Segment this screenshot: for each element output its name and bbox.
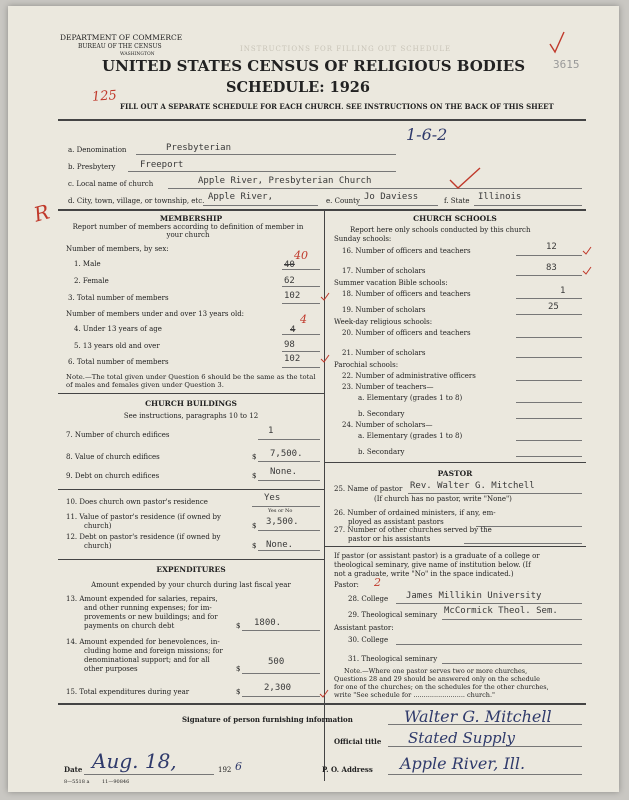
- buildings-sub: See instructions, paragraphs 10 to 12: [123, 412, 259, 420]
- pastor-red-mark: 2: [374, 576, 381, 589]
- expenditures-sub: Amount expended by your church during last fiscal year: [91, 581, 291, 589]
- q4-label: 4. Under 13 years of age: [74, 325, 162, 333]
- form-number: 3615: [553, 58, 580, 71]
- q9-value: None.: [270, 467, 298, 477]
- q14-label-4: other purposes: [84, 665, 138, 673]
- schedule-title: SCHEDULE: 1926: [226, 79, 370, 96]
- q1-value: 40: [284, 260, 295, 270]
- census-code: 1-6-2: [406, 125, 448, 144]
- year-suffix: 6: [235, 760, 242, 773]
- q7-label: 7. Number of church edifices: [66, 431, 170, 439]
- q10-value: Yes: [264, 493, 281, 503]
- q29-value: McCormick Theol. Sem.: [444, 606, 558, 616]
- q14-label: 14. Amount expended for benevolences, in-: [66, 638, 220, 646]
- red-number: 125: [91, 88, 118, 105]
- faded-back-text: INSTRUCTIONS FOR FILLING OUT SCHEDULE: [240, 45, 452, 53]
- state-value: Illinois: [478, 192, 522, 202]
- q25-label: 25. Name of pastor: [334, 485, 403, 493]
- buildings-title: CHURCH BUILDINGS: [145, 399, 237, 408]
- grad-text-1: If pastor (or assistant pastor) is a graduate of a college or: [334, 552, 540, 560]
- q23a-label: a. Elementary (grades 1 to 8): [358, 394, 463, 402]
- signature-label: Signature of person furnishing information: [182, 715, 353, 724]
- q6-label: 6. Total number of members: [68, 358, 169, 366]
- expenditures-title: EXPENDITURES: [156, 565, 226, 574]
- denomination-value: Presbyterian: [166, 143, 232, 153]
- q24a-label: a. Elementary (grades 1 to 8): [358, 432, 463, 440]
- q3-value: 102: [284, 291, 301, 301]
- presbytery-label: b. Presbytery: [68, 163, 116, 171]
- q15-label: 15. Total expenditures during year: [66, 688, 190, 696]
- q22-label: 22. Number of administrative officers: [342, 372, 476, 380]
- check-mark-icon: [320, 349, 330, 368]
- print-code: 11—90846: [102, 779, 130, 785]
- q12-label: 12. Debt on pastor's residence (if owned by: [66, 533, 221, 541]
- official-title-label: Official title: [334, 737, 382, 746]
- q24-label: 24. Number of scholars—: [342, 421, 433, 429]
- q17-label: 17. Number of scholars: [342, 267, 426, 275]
- q13-label-2: and other running expenses; for im-: [84, 604, 212, 612]
- q29-label: 29. Theological seminary: [348, 611, 438, 619]
- q30-label: 30. College: [348, 636, 389, 644]
- q28-value: James Millikin University: [406, 591, 542, 601]
- local-name-value: Apple River, Presbyterian Church: [198, 176, 372, 186]
- q2-value: 62: [284, 276, 295, 286]
- form-title: UNITED STATES CENSUS OF RELIGIOUS BODIES: [102, 57, 526, 75]
- form-code: 8—5518 a: [64, 779, 90, 785]
- q13-label: 13. Amount expended for salaries, repairs,: [66, 595, 218, 603]
- q12-value: None.: [266, 540, 294, 550]
- schools-title: CHURCH SCHOOLS: [413, 214, 497, 223]
- q16-value: 12: [546, 242, 557, 252]
- pastor-note-2: Questions 28 and 29 should be answered only on the schedule: [334, 675, 540, 683]
- year-prefix: 192: [218, 766, 232, 774]
- q16-label: 16. Number of officers and teachers: [342, 247, 471, 255]
- pastor-note-3: for one of the churches; on the schedules for the other churches,: [334, 683, 549, 691]
- q25-value: Rev. Walter G. Mitchell: [410, 481, 535, 491]
- check-mark-icon: [320, 287, 330, 306]
- check-mark-icon: [448, 166, 482, 194]
- county-label: e. County: [326, 197, 360, 205]
- membership-note: Note.—The total given under Question 6 should be the same as the total of males and females given under Question 3.: [66, 373, 316, 389]
- q17-value: 83: [546, 263, 557, 273]
- q12-label-cont: church): [84, 542, 112, 550]
- by-sex-label: Number of members, by sex:: [66, 245, 169, 253]
- q1-label: 1. Male: [74, 260, 101, 268]
- presbytery-value: Freeport: [140, 160, 184, 170]
- q15-value: 2,300: [264, 683, 292, 693]
- q3-label: 3. Total number of members: [68, 294, 169, 302]
- county-value: Jo Daviess: [364, 192, 419, 202]
- q5-label: 5. 13 years old and over: [74, 342, 160, 350]
- city-value: Apple River,: [208, 192, 274, 202]
- check-mark-icon: [548, 30, 566, 60]
- state-label: f. State: [444, 197, 470, 205]
- q5-value: 98: [284, 340, 295, 350]
- q18-value: 1: [560, 286, 566, 296]
- po-address-value: Apple River, Ill.: [400, 754, 526, 773]
- q6-value: 102: [284, 354, 301, 364]
- instruction: FILL OUT A SEPARATE SCHEDULE FOR EACH CHURCH. SEE INSTRUCTIONS ON THE BACK OF THIS SHEET: [120, 102, 554, 111]
- census-form: DEPARTMENT OF COMMERCE BUREAU OF THE CENSUS WASHINGTON INSTRUCTIONS FOR FILLING OUT SCHEDULE 3615 UNITED STATES CENSUS OF RELIGIOUS BODIES 125 SCHEDULE: 1926 FILL OUT A SEPARATE SCHEDULE FOR EACH CHURCH. SEE INSTRUCTIONS ON THE BACK OF THIS SHEET 1-6-2 a. Denomination Presbyterian b. Presbytery Freeport c. Local name of church Apple River, Presbyterian Church d. City, town, village, or township, etc. Apple River, e. County Jo Daviess f. State Illinois R MEMBERSHIP Report number of members according to definition of member in your church Number of members, by sex: 1. Male 40 40 2. Female 62 3. Total number of members 102 Number of members under and over 13 years old: 4. Under 13 years of age 4 4 5. 13 years old and over 98 6. Total number of members 102 Note.—The total given under Question 6 should be the same as the total of males and females given under Question 3. CHURCH BUILDINGS See instructions, paragraphs 10 to 12 7. Number of church edifices 1 8. Value of church edifices $ 7,500. 9. Debt on church edifices $ None. 10. Does church own pastor's residence Yes Yes or No 11. Value of pastor's residence (if owned by church) $ 3,500. 12. Debt on pastor's residence (if owned by church) $ None. EXPENDITURES Amount expended by your church during last fiscal year 13. Amount expended for salaries, repairs, and other running expenses; for im- provements or new buildings; and for payments on church debt $ 1800. 14. Amount expended for benevolences, in- cluding home and foreign missions; for denominational support; and for all other purposes $ 500 15. Total expenditures during year $ 2,300 CHURCH SCHOOLS Report here only schools conducted by this church Sunday schools: 16. Number of officers and teachers 12 17. Number of scholars 83 Summer vacation Bible schools: 18. Number of officers and teachers 1 19. Number of scholars 25 Week-day religious schools: 20. Number of officers and teachers 21. Number of scholars Parochial schools: 22. Number of administrative officers 23. Number of teachers— a. Elementary (grades 1 to 8) b. Secondary 24. Number of scholars— a. Elementary (grades 1 to 8) b. Secondary PASTOR 25. Name of pastor Rev. Walter G. Mitchell (If church has no pastor, write "None") 26. Number of ordained ministers, if any, em- ployed as assistant pastors 27. Number of other churches served by the pastor or his assistants If pastor (or assistant pastor) is a graduate of a college or theological seminary, give name of institution below. (If not a graduate, write "No" in the space indicated.) Pastor: 2 28. College James Millikin University 29. Theological seminary McCormick Theol. Sem. Assistant pastor: 30. College 31. Theological seminary Note.—Where one pastor serves two or more churches, Questions 28 and 29 should be answered only on the schedule for one of the churches; on the schedules for the other churches, write "See schedule for ......................... church." Signature of person furnishing information Walter G. Mitchell Official title Stated Supply Date Aug. 18, 192 6 P. O. Address Apple River, Ill. 8—5518 a 11—90846: [8, 6, 619, 792]
- q11-value: 3,500.: [266, 517, 299, 527]
- pastor-label: Pastor:: [334, 581, 359, 589]
- grad-text-2: theological seminary, give name of institution below. (If: [334, 561, 531, 569]
- grad-text-3: not a graduate, write "No" in the space indicated.): [334, 570, 514, 578]
- q26-label: 26. Number of ordained ministers, if any, em-: [334, 509, 496, 517]
- q8-value: 7,500.: [270, 449, 303, 459]
- q14-value: 500: [268, 657, 285, 667]
- pastor-note-4: write "See schedule for ......................... church.": [334, 691, 496, 699]
- q8-label: 8. Value of church edifices: [66, 453, 160, 461]
- q13-label-3: provements or new buildings; and for: [84, 613, 218, 621]
- q23-label: 23. Number of teachers—: [342, 383, 434, 391]
- q23b-label: b. Secondary: [358, 410, 405, 418]
- q13-label-4: payments on church debt: [84, 622, 175, 630]
- header-rule: [58, 119, 586, 121]
- check-mark-icon: [582, 261, 592, 280]
- signature-value: Walter G. Mitchell: [404, 707, 552, 726]
- date-value: Aug. 18,: [92, 749, 177, 773]
- date-label: Date: [64, 765, 83, 774]
- po-address-label: P. O. Address: [322, 765, 373, 774]
- pastor-note-1: Note.—Where one pastor serves two or more churches,: [344, 667, 528, 675]
- yes-no-caption: Yes or No: [268, 508, 293, 514]
- q27-label: 27. Number of other churches served by the: [334, 526, 492, 534]
- city-label: d. City, town, village, or township, etc.: [68, 197, 205, 205]
- margin-mark: R: [31, 199, 52, 227]
- q27-label-cont: pastor or his assistants: [348, 535, 431, 543]
- check-mark-icon: [582, 241, 592, 260]
- q14-label-3: denominational support; and for all: [84, 656, 210, 664]
- assistant-label: Assistant pastor:: [334, 624, 394, 632]
- parochial-label: Parochial schools:: [334, 361, 399, 369]
- q21-label: 21. Number of scholars: [342, 349, 426, 357]
- summer-label: Summer vacation Bible schools:: [334, 279, 448, 287]
- by-age-label: Number of members under and over 13 years old:: [66, 310, 245, 318]
- schools-sub: Report here only schools conducted by this church: [350, 226, 531, 234]
- q24b-label: b. Secondary: [358, 448, 405, 456]
- q7-value: 1: [268, 426, 274, 436]
- q19-label: 19. Number of scholars: [342, 306, 426, 314]
- q4-value: 4: [290, 325, 296, 335]
- membership-title: MEMBERSHIP: [159, 214, 223, 223]
- sunday-label: Sunday schools:: [334, 235, 392, 243]
- q31-label: 31. Theological seminary: [348, 655, 438, 663]
- department: DEPARTMENT OF COMMERCE: [60, 33, 183, 42]
- q13-value: 1800.: [254, 618, 282, 628]
- bureau: BUREAU OF THE CENSUS: [78, 43, 162, 50]
- q4-red-value: 4: [300, 313, 307, 326]
- q14-label-2: cluding home and foreign missions; for: [84, 647, 223, 655]
- q2-label: 2. Female: [74, 277, 109, 285]
- membership-intro: Report number of members according to definition of member in your church: [72, 223, 304, 239]
- q19-value: 25: [548, 302, 559, 312]
- denomination-label: a. Denomination: [68, 146, 127, 154]
- q9-label: 9. Debt on church edifices: [66, 472, 160, 480]
- q10-label: 10. Does church own pastor's residence: [66, 498, 208, 506]
- q11-label: 11. Value of pastor's residence (if owned by: [66, 513, 221, 521]
- local-name-label: c. Local name of church: [68, 180, 154, 188]
- q20-label: 20. Number of officers and teachers: [342, 329, 471, 337]
- q26-label-cont: ployed as assistant pastors: [348, 518, 444, 526]
- q18-label: 18. Number of officers and teachers: [342, 290, 471, 298]
- weekday-label: Week-day religious schools:: [334, 318, 433, 326]
- q25-note: (If church has no pastor, write "None"): [374, 495, 512, 503]
- q28-label: 28. College: [348, 595, 389, 603]
- check-mark-icon: [319, 684, 329, 703]
- pastor-title: PASTOR: [437, 469, 473, 478]
- q1-red-value: 40: [294, 249, 308, 262]
- q11-label-cont: church): [84, 522, 112, 530]
- city: WASHINGTON: [120, 52, 155, 57]
- official-title-value: Stated Supply: [408, 729, 515, 747]
